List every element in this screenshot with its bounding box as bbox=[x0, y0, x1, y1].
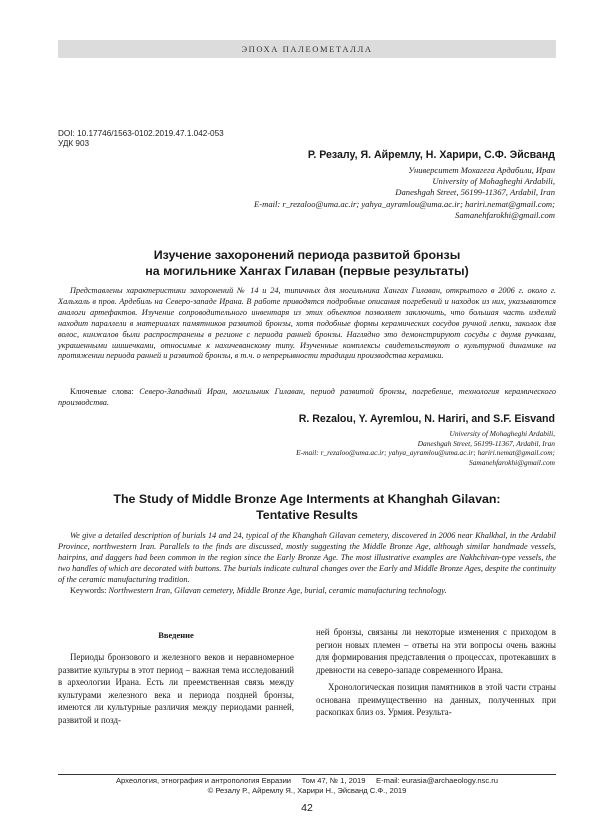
affiliation-line: Daneshgah Street, 56199-11367, Ardabil, Iran bbox=[395, 187, 555, 198]
article-title-ru bbox=[58, 247, 556, 279]
keywords-ru bbox=[58, 387, 556, 409]
paragraph: Хронологическая позиция памятников в этой части страны основана преимущественно на данных, полученных при раскопках близ оз. Урмия. Результа- bbox=[316, 682, 556, 717]
affiliation-line: Samanehfarokhi@gmail.com bbox=[469, 457, 555, 467]
section-heading: Введение bbox=[158, 630, 194, 640]
keywords-label: Ключевые слова: bbox=[70, 387, 134, 396]
page-number: 42 bbox=[301, 802, 313, 814]
running-header: ЭПОХА ПАЛЕОМЕТАЛЛА bbox=[58, 40, 556, 58]
affiliation-line: University of Mohagheghi Ardabili, bbox=[449, 429, 555, 438]
keywords-value: Northwestern Iran, Gilavan cemetery, Middle Bronze Age, burial, ceramic manufacturing technology. bbox=[108, 586, 447, 595]
title-line: Tentative Results bbox=[256, 508, 358, 522]
title-line: на могильнике Хангах Гилаван (первые результаты) bbox=[145, 264, 469, 278]
title-line: Изучение захоронений периода развитой бронзы bbox=[153, 248, 461, 262]
footer-volume: Том 47, № 1, 2019 bbox=[301, 776, 366, 785]
abstract-ru: Представлены характеристики захоронений № 14 и 24, типичных для могильника Хангах Гилаван, открытого в 2006 г. около г. Хальхаль в пров. Ардебиль на Северо-западе Ирана. В работе приводятся подробные описания погребений и находок из них, указываются аналоги артефактов. Изучение сопроводительного инвентаря из этих объектов позволяет заключить, что большая часть изделий находит параллели в материалах памятников развитой бронзы, хотя подобные формы керамических сосудов ручной лепки, заколок для волос, кинжалов были распространены в регионе с периода ранней бронзы. Наглядно это демонстрируют сосуды с двумя ручками, украшенными шишечками, относимые к нахичеванскому типу. Изученные комплексы свидетельствуют о культурной динамике на протяжении периода ранней и развитой бронзы, в т.ч. о непрерывности традиции производства керамики. bbox=[58, 286, 556, 361]
body-right-column bbox=[316, 626, 556, 719]
article-title-en bbox=[58, 491, 556, 523]
abstract-en: We give a detailed description of burials 14 and 24, typical of the Khanghah Gilavan cemetery, discovered in 2006 near Khalkhal, in the Ardabil Province, northwestern Iran. Parallels to the finds are discussed, mostly suggesting the Middle Bronze Age, although similar handmade vessels, hairpins, and daggers had been common in the region since the Early Bronze Age. The most illustrative examples are Nakhchivan-type vessels, the two handles of which are decorated with buttons. The burials indicate cultural changes over the Early and Middle Bronze Ages, despite the continuity of the ceramic manufacturing tradition. bbox=[58, 531, 556, 584]
authors-ru: Р. Резалу, Я. Айремлу, Н. Харири, С.Ф. Эйсванд bbox=[307, 149, 555, 161]
doi: DOI: 10.17746/1563-0102.2019.47.1.042-053 bbox=[58, 129, 224, 138]
affiliation-line: E-mail: r_rezaloo@uma.ac.ir; yahya_ayramlou@uma.ac.ir; hariri.nemat@gmail.com; bbox=[254, 198, 555, 209]
footer-journal: Археология, этнография и антропология Евразии bbox=[115, 776, 292, 785]
paragraph: ней бронзы, связаны ли некоторые изменения с приходом в регион новых племен – ответы на эти вопросы очень важны для формирования представления о процессах, протекавших в древности на северо-западе современного Ирана. bbox=[316, 627, 556, 675]
udk: УДК 903 bbox=[58, 139, 90, 148]
affiliation-line: Samanehfarokhi@gmail.com bbox=[455, 209, 555, 220]
affiliation-line: E-mail: r_rezaloo@uma.ac.ir; yahya_ayramlou@uma.ac.ir; hariri.nemat@gmail.com; bbox=[296, 448, 555, 458]
affiliation-line: Университет Мохагега Ардабили, Иран bbox=[408, 165, 555, 175]
footer-journal-line bbox=[58, 776, 556, 786]
affiliation-line: Daneshgah Street, 56199-11367, Ardabil, Iran bbox=[417, 438, 555, 448]
footer-copyright: © Резалу Р., Айремлу Я., Харири Н., Эйсванд С.Ф., 2019 bbox=[207, 786, 407, 795]
footer-email: E-mail: eurasia@archaeology.nsc.ru bbox=[376, 776, 498, 785]
footer-divider bbox=[58, 774, 556, 775]
keywords-value: Северо-Западный Иран, могильник Гилаван, период развитой бронзы, погребение, технология керамического производства. bbox=[58, 387, 556, 407]
affiliation-ru bbox=[254, 165, 555, 221]
affiliation-line: University of Mohagheghi Ardabili, bbox=[432, 176, 555, 187]
authors-en: R. Rezalou, Y. Ayremlou, N. Hariri, and S.F. Eisvand bbox=[298, 413, 555, 425]
keywords-label: Keywords: bbox=[70, 586, 107, 595]
affiliation-en bbox=[296, 429, 555, 467]
paragraph: Периоды бронзового и железного веков и неравномерное развитие культуры в этот период – важная тема исследований в археологии Ирана. Есть ли преемственная связь между культурами железного века и периода поздней бронзы, имеются ли культурные различия между периодами ранней, развитой и позд- bbox=[58, 652, 294, 725]
keywords-en bbox=[58, 586, 556, 597]
body-left-column bbox=[58, 651, 294, 726]
title-line: The Study of Middle Bronze Age Interments at Khanghah Gilavan: bbox=[113, 492, 501, 506]
